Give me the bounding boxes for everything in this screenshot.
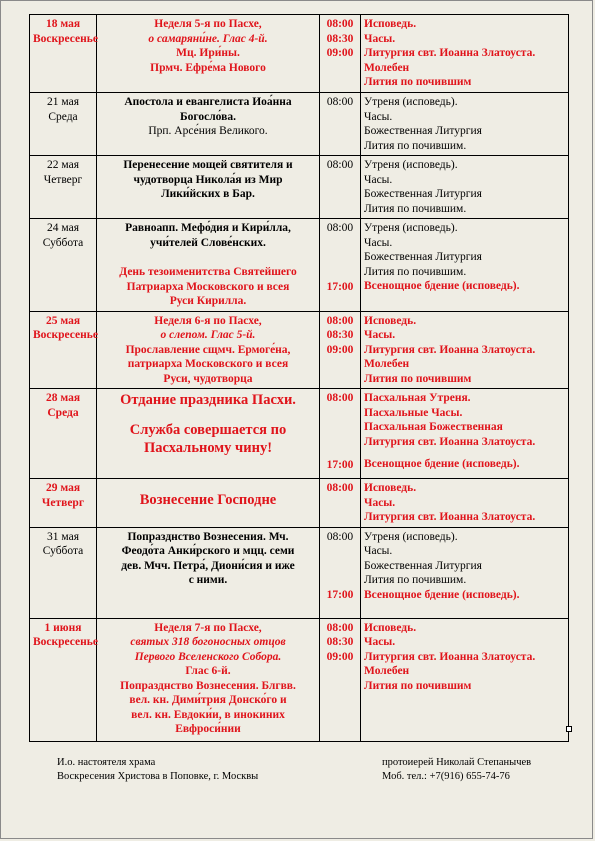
service-line: Исповедь.	[364, 482, 417, 494]
service-line: Всенощное бдение (исповедь).	[364, 280, 520, 292]
time-value: 08:00	[326, 222, 354, 234]
footer-signature-name: протоиерей Николай Степанычев	[382, 757, 532, 768]
description-line: Пасхальному чину!	[143, 440, 273, 456]
description-line: дев. Мчч. Петра́, Диони́сия и иже	[121, 559, 295, 572]
services-cell	[361, 15, 569, 93]
time-value: 08:30	[326, 329, 354, 341]
date-weekday: Суббота	[42, 236, 84, 249]
time-value: 08:00	[326, 18, 354, 30]
description-line: Первого Вселенского Собора.	[134, 650, 282, 663]
service-line: Лития по почившим	[364, 76, 472, 88]
description-line: Феодо́та Анки́рского и мцц. семи	[121, 545, 295, 557]
services-cell	[361, 311, 569, 389]
date-weekday: Среда	[48, 110, 78, 123]
schedule-row	[30, 311, 569, 389]
time-cell	[320, 219, 361, 312]
service-line: Часы.	[364, 173, 393, 186]
time-value: 08:00	[326, 314, 354, 327]
service-line: Утреня (исповедь).	[364, 222, 458, 234]
services-cell	[361, 618, 569, 741]
service-line: Лития по почившим.	[364, 202, 467, 215]
footer-right	[382, 756, 531, 784]
time-value: 08:00	[326, 482, 354, 494]
date-weekday: Среда	[47, 406, 79, 419]
date-day: 18 мая	[45, 18, 81, 30]
date-cell	[30, 93, 97, 156]
description-cell	[97, 527, 320, 618]
services-cell	[361, 156, 569, 219]
time-value: 08:00	[326, 96, 354, 108]
service-line: Литургия свт. Иоанна Златоуста.	[364, 47, 536, 59]
date-cell	[30, 156, 97, 219]
date-cell	[30, 389, 97, 479]
footer-left-line: И.о. настоятеля храма	[57, 757, 156, 768]
date-cell	[30, 15, 97, 93]
description-line: Прмч. Ефре́ма Нового	[150, 61, 266, 74]
description-line: вел. кн. Дими́трия Донско́го и	[129, 694, 287, 706]
service-line: Молебен	[364, 61, 410, 74]
description-line: о самаряни́не. Глас 4-й.	[148, 32, 268, 45]
time-cell	[320, 156, 361, 219]
description-line: Перенесение мощей святителя и	[123, 159, 293, 171]
service-line: Лития по почившим	[364, 372, 472, 385]
description-line: с ними.	[188, 574, 228, 586]
date-cell	[30, 618, 97, 741]
time-value: 08:00	[326, 530, 354, 543]
description-line: о слепом. Глас 5-й.	[160, 329, 256, 341]
time-value: 08:00	[326, 159, 354, 171]
time-value: 17:00	[326, 589, 354, 601]
date-cell	[30, 219, 97, 312]
footer-phone: Моб. тел.: +7(916) 655-74-76	[382, 771, 510, 782]
date-cell	[30, 527, 97, 618]
service-line: Исповедь.	[364, 18, 417, 30]
date-weekday: Воскресенье	[33, 329, 98, 341]
description-cell	[97, 311, 320, 389]
date-day: 1 июня	[44, 621, 82, 634]
date-day: 21 мая	[47, 96, 79, 108]
service-line: Исповедь.	[364, 314, 417, 327]
service-line: Пасхальные Часы.	[364, 406, 463, 419]
description-line: учи́телей Слове́нских.	[150, 236, 266, 249]
date-day: 24 мая	[47, 222, 79, 234]
services-cell	[361, 219, 569, 312]
description-line: Руси, чудотворца	[163, 372, 253, 385]
service-line: Божественная Литургия	[364, 559, 482, 572]
date-day: 22 мая	[47, 159, 79, 171]
service-line: Божественная Литургия	[364, 188, 482, 200]
time-cell	[320, 15, 361, 93]
service-line: Литургия свт. Иоанна Златоуста.	[364, 435, 536, 448]
description-line: Неделя 7-я по Пасхе,	[154, 621, 262, 634]
service-line: Молебен	[364, 665, 410, 677]
time-value: 17:00	[326, 458, 354, 471]
time-value: 08:00	[326, 621, 354, 634]
time-value: 09:00	[326, 343, 354, 356]
description-cell	[97, 156, 320, 219]
description-cell	[97, 479, 320, 528]
time-cell	[320, 479, 361, 528]
service-line: Часы.	[364, 636, 396, 648]
date-cell	[30, 479, 97, 528]
service-line: Пасхальная Утреня.	[364, 392, 471, 404]
schedule-row	[30, 15, 569, 93]
date-weekday: Четверг	[43, 173, 83, 186]
schedule-row	[30, 93, 569, 156]
schedule-row	[30, 389, 569, 479]
service-line: Утреня (исповедь).	[364, 96, 458, 108]
service-line: Часы.	[364, 329, 396, 341]
footer-left-line: Воскресения Христова в Поповке, г. Москвы	[57, 771, 259, 782]
schedule-table	[29, 14, 569, 742]
description-line: Богосло́ва.	[180, 110, 236, 123]
services-cell	[361, 389, 569, 479]
time-cell	[320, 618, 361, 741]
service-line: Божественная Литургия	[364, 251, 482, 263]
footer-left	[57, 756, 258, 784]
time-value: 17:00	[326, 280, 354, 293]
service-line: Утреня (исповедь).	[364, 530, 458, 543]
description-line: Глас 6-й.	[185, 665, 231, 677]
schedule-row	[30, 527, 569, 618]
description-cell	[97, 389, 320, 479]
feast-title: Отдание праздника Пасхи.	[120, 392, 296, 408]
services-cell	[361, 527, 569, 618]
services-cell	[361, 93, 569, 156]
time-value: 08:30	[326, 32, 354, 45]
schedule-row	[30, 618, 569, 741]
description-line: Патриарха Московского и всея	[126, 280, 290, 293]
time-value: 08:30	[326, 636, 354, 648]
description-line: Апостола и евангелиста Иоа́нна	[124, 96, 292, 108]
description-line: Евфроси́нии	[175, 723, 241, 735]
date-weekday: Воскресенье	[33, 32, 98, 45]
service-line: Лития по почившим.	[364, 265, 467, 278]
date-cell	[30, 311, 97, 389]
description-line: Неделя 6-я по Пасхе,	[154, 314, 262, 327]
date-day: 29 мая	[45, 482, 81, 494]
schedule-row	[30, 479, 569, 528]
service-line: Часы.	[364, 496, 396, 509]
description-line: Попразднство Вознесения. Мч.	[127, 530, 289, 543]
description-cell	[97, 15, 320, 93]
description-line: Служба совершается по	[129, 422, 287, 438]
service-line: Литургия свт. Иоанна Златоуста.	[364, 650, 536, 663]
description-line: Прославление сщмч. Ермоге́на,	[125, 343, 291, 356]
time-value: 09:00	[326, 650, 354, 663]
date-weekday: Суббота	[42, 545, 84, 557]
description-line: Неделя 5-я по Пасхе,	[154, 18, 262, 30]
service-line: Молебен	[364, 358, 410, 370]
time-value: 09:00	[326, 47, 354, 59]
service-line: Пасхальная Божественная	[364, 421, 503, 433]
date-weekday: Воскресенье	[33, 636, 98, 648]
table-resize-handle[interactable]	[566, 726, 572, 732]
service-line: Утреня (исповедь).	[364, 159, 458, 171]
description-line: Лики́йских в Бар.	[161, 188, 255, 200]
service-line: Всенощное бдение (исповедь).	[364, 458, 520, 470]
description-cell	[97, 618, 320, 741]
service-line: Часы.	[364, 545, 393, 557]
description-line: Прп. Арсе́ния Великого.	[148, 125, 268, 137]
time-cell	[320, 389, 361, 479]
schedule-row	[30, 219, 569, 312]
date-day: 28 мая	[45, 392, 81, 404]
description-line: Равноапп. Мефо́дия и Кири́лла,	[125, 222, 291, 234]
service-line: Исповедь.	[364, 621, 417, 634]
date-weekday: Четверг	[41, 496, 85, 509]
service-line: Часы.	[364, 110, 393, 123]
description-cell	[97, 219, 320, 312]
description-line: вел. кн. Евдоки́и, в инокиних	[131, 708, 285, 721]
service-line: Всенощное бдение (исповедь).	[364, 588, 520, 601]
description-line: патриарха Московского и всея	[127, 358, 289, 370]
schedule-row	[30, 156, 569, 219]
time-cell	[320, 93, 361, 156]
service-line: Лития по почившим.	[364, 574, 467, 586]
description-cell	[97, 93, 320, 156]
date-day: 25 мая	[45, 314, 81, 327]
description-line: Руси Кирилла.	[169, 295, 247, 307]
service-line: Часы.	[364, 236, 393, 249]
description-line: чудотворца Никола́я из Мир	[133, 173, 283, 186]
services-cell	[361, 479, 569, 528]
service-line: Лития по почившим.	[364, 139, 467, 152]
description-line: День тезоименитства Святейшего	[119, 266, 297, 278]
time-value: 08:00	[326, 392, 354, 404]
service-line: Лития по почившим	[364, 679, 472, 692]
description-line: святых 318 богоносных отцов	[130, 636, 286, 648]
time-cell	[320, 527, 361, 618]
service-line: Литургия свт. Иоанна Златоуста.	[364, 343, 536, 356]
service-line: Божественная Литургия	[364, 125, 482, 137]
date-day: 31 мая	[47, 530, 79, 543]
description-line: Попразднство Вознесения. Блгвв.	[120, 679, 296, 692]
time-cell	[320, 311, 361, 389]
service-line: Литургия свт. Иоанна Златоуста.	[364, 511, 536, 523]
service-line: Часы.	[364, 32, 396, 45]
description-line: Мц. Ири́ны.	[176, 47, 240, 59]
feast-title: Вознесение Господне	[139, 491, 277, 508]
